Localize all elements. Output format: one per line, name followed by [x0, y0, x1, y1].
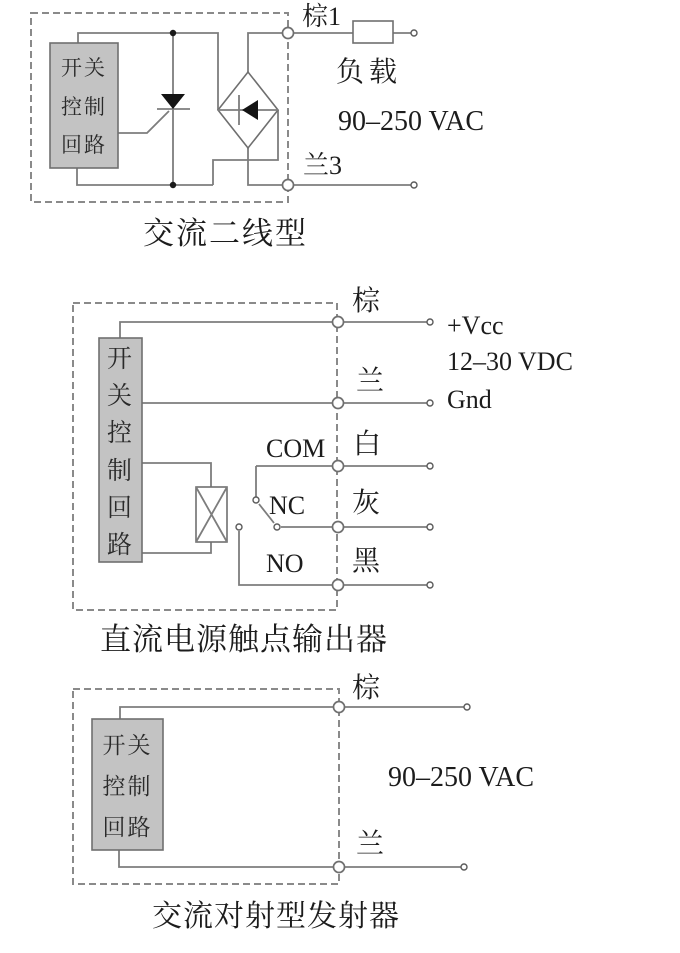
section-caption: 交流二线型: [143, 216, 308, 251]
wire-end-circle: [461, 864, 467, 870]
wire-end-circle: [464, 704, 470, 710]
wire-end-circle: [411, 182, 417, 188]
control-box-char: 控: [106, 420, 134, 448]
nc-label: NC: [269, 491, 306, 520]
control-box-char: 关: [106, 383, 134, 411]
brown-wire-label: 棕: [352, 673, 381, 704]
ac-voltage-label: 90–250 VAC: [388, 762, 535, 793]
terminal-circle-blue: [334, 862, 345, 873]
brown-wire-label: 棕1: [302, 2, 342, 31]
section-caption: 直流电源触点输出器: [100, 622, 388, 657]
wire-end-circle: [427, 400, 433, 406]
dc-supply-label: 12–30 VDC: [447, 347, 573, 376]
terminal-circle-black: [333, 580, 344, 591]
switch-control-box-text: [92, 719, 163, 850]
thyristor-icon: [161, 94, 185, 109]
blue-wire-label: 兰: [356, 366, 385, 397]
wire-end-circle: [427, 463, 433, 469]
ac-voltage-label: 90–250 VAC: [338, 106, 485, 137]
terminal-circle-white: [333, 461, 344, 472]
nc-contact-circle: [274, 524, 280, 530]
terminal-circle-brown: [333, 317, 344, 328]
no-contact-circle: [236, 524, 242, 530]
gnd-label: Gnd: [447, 385, 492, 414]
wire-end-circle: [411, 30, 417, 36]
com-label: COM: [266, 434, 326, 463]
terminal-circle-brown1: [283, 28, 294, 39]
black-wire-label: 黑: [352, 546, 381, 577]
section-caption: 交流对射型发射器: [152, 900, 400, 933]
control-box-row: 开关: [102, 733, 153, 758]
control-box-char: 制: [106, 457, 134, 485]
no-label: NO: [266, 549, 304, 578]
wire-end-circle: [427, 582, 433, 588]
control-box-row: 回路: [61, 133, 107, 158]
load-label: 负载: [336, 57, 403, 88]
terminal-circle-blue: [333, 398, 344, 409]
control-box-char: 开: [106, 346, 134, 374]
wire-end-circle: [427, 524, 433, 530]
junction-dot: [170, 182, 176, 188]
gray-wire-label: 灰: [352, 488, 381, 519]
switch-control-box-text: [99, 338, 142, 562]
junction-dot: [170, 30, 176, 36]
wire-end-circle: [427, 319, 433, 325]
control-box-row: 控制: [61, 94, 107, 119]
control-box-row: 开关: [61, 55, 107, 80]
switch-control-box-text: [50, 43, 118, 168]
control-box-row: 回路: [102, 815, 153, 840]
load-resistor-icon: [353, 21, 393, 43]
control-box-char: 回: [106, 494, 134, 522]
control-box-char: 路: [106, 531, 134, 559]
terminal-circle-blue3: [283, 180, 294, 191]
white-wire-label: 白: [353, 429, 382, 460]
control-box-row: 控制: [102, 774, 153, 799]
vcc-label: +Vcc: [447, 311, 504, 340]
brown-wire-label: 棕: [352, 286, 381, 317]
switch-pivot-circle: [253, 497, 259, 503]
blue-wire-label: 兰: [356, 829, 385, 860]
terminal-circle-brown: [334, 702, 345, 713]
terminal-circle-gray: [333, 522, 344, 533]
blue-wire-label: 兰3: [303, 151, 343, 180]
